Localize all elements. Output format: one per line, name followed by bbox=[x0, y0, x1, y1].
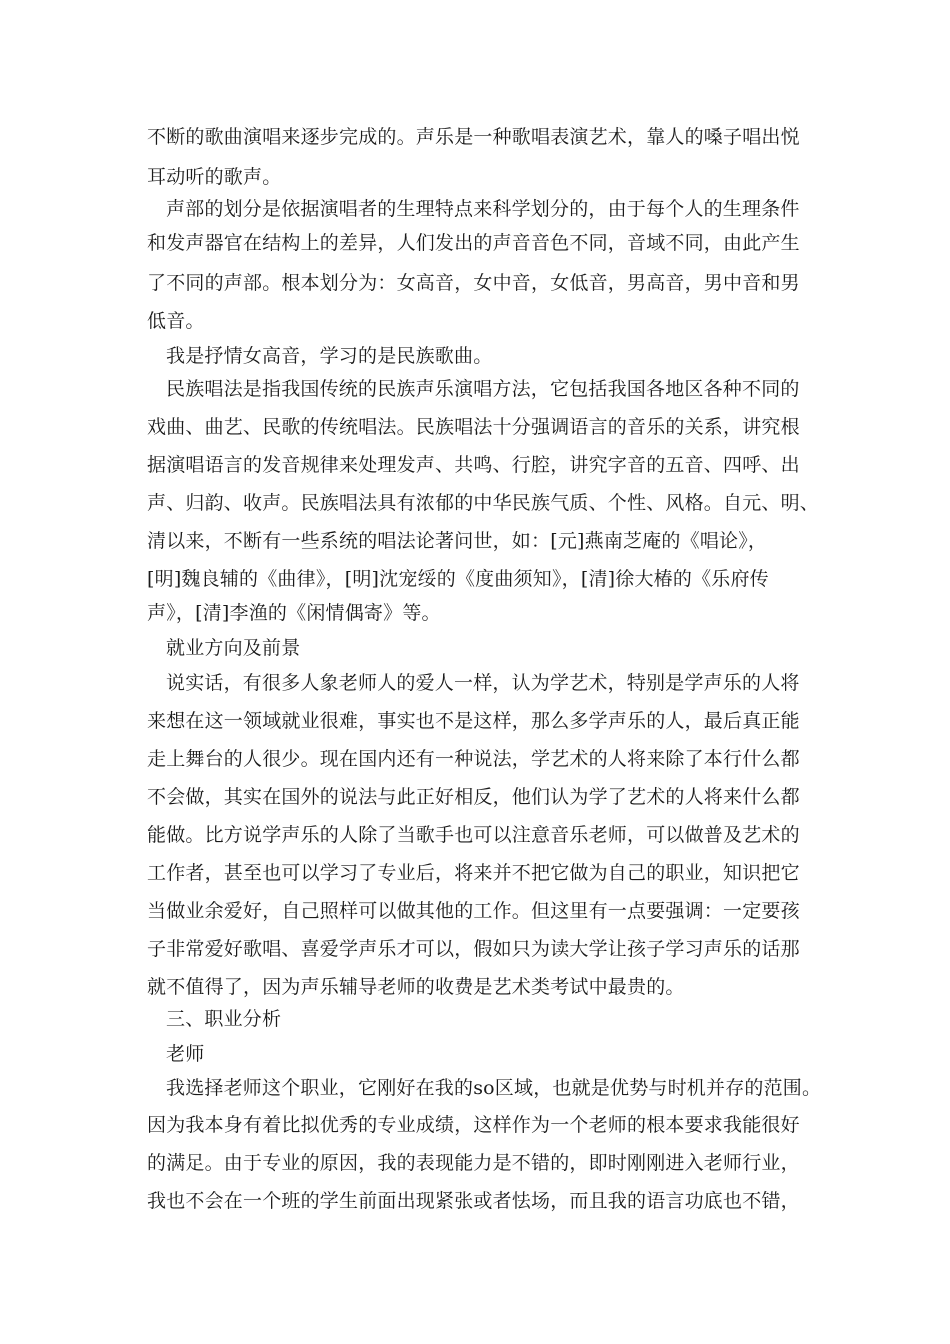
text-line: 声部的划分是依据演唱者的生理特点来科学划分的，由于每个人的生理条件 bbox=[166, 198, 800, 220]
text-line: 耳动听的歌声。 bbox=[147, 166, 282, 188]
text-line: [明]魏良辅的《曲律》，[明]沈宠绥的《度曲须知》，[清]徐大椿的《乐府传 bbox=[147, 568, 769, 590]
text-line: 民族唱法是指我国传统的民族声乐演唱方法，它包括我国各地区各种不同的 bbox=[166, 378, 800, 400]
text-line: 当做业余爱好，自己照样可以做其他的工作。但这里有一点要强调：一定要孩 bbox=[147, 900, 800, 922]
section-heading: 三、职业分析 bbox=[166, 1008, 282, 1030]
text-line: 戏曲、曲艺、民歌的传统唱法。民族唱法十分强调语言的音乐的关系，讲究根 bbox=[147, 416, 800, 438]
text-line: 我是抒情女高音，学习的是民族歌曲。 bbox=[166, 345, 493, 367]
text-line: 低音。 bbox=[147, 310, 205, 332]
text-line: 说实话，有很多人象老师人的爱人一样，认为学艺术，特别是学声乐的人将 bbox=[166, 672, 800, 694]
text-line: 我选择老师这个职业，它刚好在我的so区域，也就是优势与时机并存的范围。 bbox=[166, 1077, 822, 1099]
text-line: 子非常爱好歌唱、喜爱学声乐才可以，假如只为读大学让孩子学习声乐的话那 bbox=[147, 938, 800, 960]
text-line: 就不值得了，因为声乐辅导老师的收费是艺术类考试中最贵的。 bbox=[147, 976, 685, 998]
text-line: 我也不会在一个班的学生前面出现紧张或者怯场，而且我的语言功底也不错， bbox=[147, 1190, 800, 1212]
text-line: 了不同的声部。根本划分为：女高音，女中音，女低音，男高音，男中音和男 bbox=[147, 272, 800, 294]
text-line: 走上舞台的人很少。现在国内还有一种说法，学艺术的人将来除了本行什么都 bbox=[147, 748, 800, 770]
text-line: 声》，[清]李渔的《闲情偶寄》等。 bbox=[147, 602, 441, 624]
section-heading: 老师 bbox=[166, 1043, 205, 1065]
text-line: 和发声器官在结构上的差异，人们发出的声音音色不同，音域不同，由此产生 bbox=[147, 232, 800, 254]
text-line: 来想在这一领域就业很难，事实也不是这样，那么多学声乐的人，最后真正能 bbox=[147, 710, 800, 732]
text-line: 的满足。由于专业的原因，我的表现能力是不错的，即时刚刚进入老师行业， bbox=[147, 1152, 800, 1174]
text-line: 能做。比方说学声乐的人除了当歌手也可以注意音乐老师，可以做普及艺术的 bbox=[147, 824, 800, 846]
text-line: 工作者，甚至也可以学习了专业后，将来并不把它做为自己的职业，知识把它 bbox=[147, 862, 800, 884]
text-line: 据演唱语言的发音规律来处理发声、共鸣、行腔，讲究字音的五音、四呼、出 bbox=[147, 454, 800, 476]
text-line: 因为我本身有着比拟优秀的专业成绩，这样作为一个老师的根本要求我能很好 bbox=[147, 1114, 800, 1136]
section-heading: 就业方向及前景 bbox=[166, 637, 301, 659]
text-line: 声、归韵、收声。民族唱法具有浓郁的中华民族气质、个性、风格。自元、明、 bbox=[147, 492, 820, 514]
text-line: 清以来，不断有一些系统的唱法论著问世，如：[元]燕南芝庵的《唱论》， bbox=[147, 530, 768, 552]
text-line: 不断的歌曲演唱来逐步完成的。声乐是一种歌唱表演艺术，靠人的嗓子唱出悦 bbox=[147, 126, 800, 148]
text-line: 不会做，其实在国外的说法与此正好相反，他们认为学了艺术的人将来什么都 bbox=[147, 786, 800, 808]
